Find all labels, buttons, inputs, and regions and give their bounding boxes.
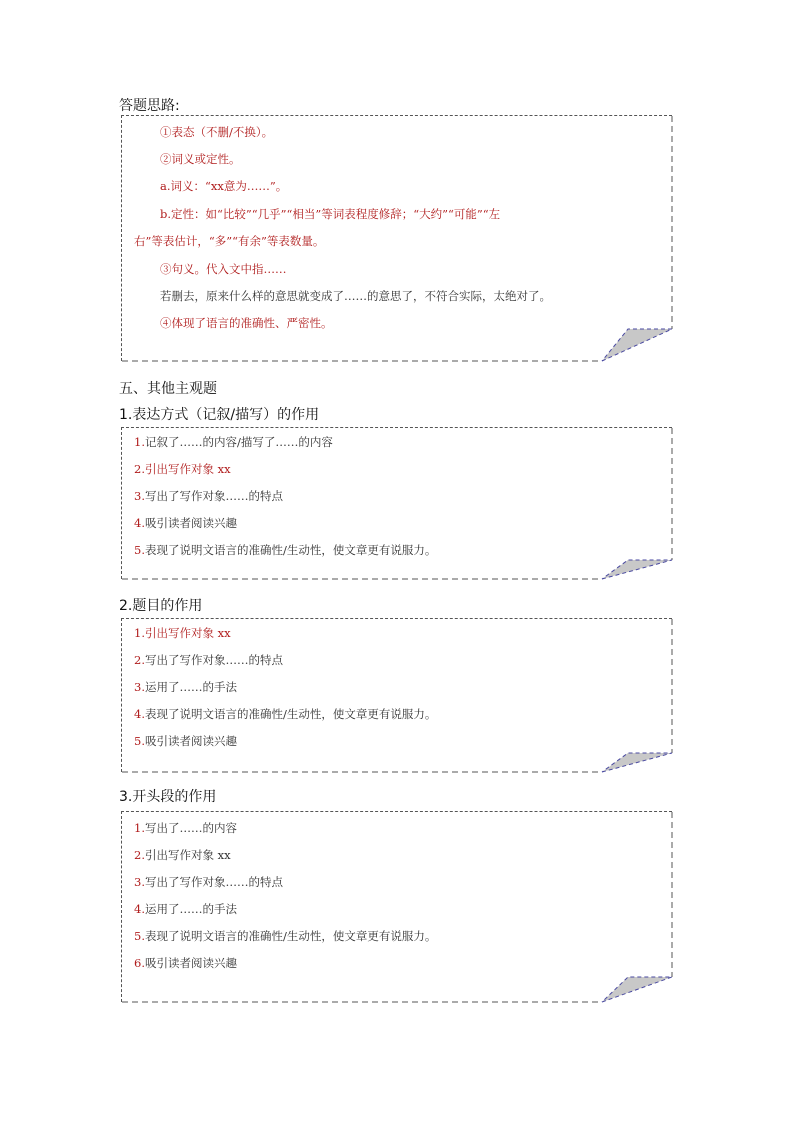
item-number: 5. bbox=[134, 543, 145, 557]
item-text: 吸引读者阅读兴趣 bbox=[144, 516, 237, 530]
thinking-line-3: a.词义：“xx意为……”。 bbox=[160, 179, 288, 193]
item-text: 记叙了……的内容/描写了……的内容 bbox=[144, 435, 333, 449]
item-text: 表现了说明文语言的准确性/生动性，使文章更有说服力。 bbox=[144, 707, 437, 721]
item-number: 5. bbox=[134, 734, 145, 748]
thinking-line-4: b.定性：如“比较”“几乎”“相当”等词表程度修辞；“大约”“可能”“左 bbox=[160, 207, 501, 221]
item-number: 1. bbox=[134, 821, 145, 835]
item-text: 运用了……的手法 bbox=[144, 680, 237, 694]
list-item bbox=[134, 434, 333, 450]
item-text: 写出了写作对象……的特点 bbox=[144, 653, 283, 667]
list-item bbox=[134, 461, 231, 477]
item-number: 1. bbox=[134, 435, 145, 449]
title-function-box bbox=[121, 618, 672, 772]
expression-mode-box bbox=[121, 427, 672, 579]
title-function-heading: 2.题目的作用 bbox=[119, 598, 203, 614]
item-number: 1. bbox=[134, 626, 145, 640]
item-number: 2. bbox=[134, 462, 145, 476]
list-item bbox=[134, 625, 231, 641]
item-text: 吸引读者阅读兴趣 bbox=[144, 956, 237, 970]
answer-thinking-box bbox=[121, 115, 672, 361]
folded-corner bbox=[122, 619, 674, 774]
thinking-line-5: 右”等表估计，“多”“有余”等表数量。 bbox=[134, 234, 325, 248]
item-text: 运用了……的手法 bbox=[144, 902, 237, 916]
thinking-line-8: ④体现了语言的准确性、严密性。 bbox=[160, 316, 333, 330]
other-subjective-heading: 五、其他主观题 bbox=[119, 381, 217, 397]
item-number: 4. bbox=[134, 516, 145, 530]
item-number: 5. bbox=[134, 929, 145, 943]
item-number: 3. bbox=[134, 875, 145, 889]
list-item bbox=[134, 874, 283, 890]
answer-thinking-heading: 答题思路: bbox=[119, 98, 180, 114]
list-item bbox=[134, 820, 237, 836]
list-item bbox=[134, 706, 436, 722]
item-text: 引出写作对象 xx bbox=[144, 848, 231, 862]
list-item bbox=[134, 515, 237, 531]
expression-mode-heading: 1.表达方式（记叙/描写）的作用 bbox=[119, 407, 320, 423]
list-item bbox=[134, 542, 436, 558]
list-item bbox=[134, 955, 237, 971]
thinking-line-1: ①表态（不删/不换）。 bbox=[160, 125, 274, 139]
list-item bbox=[134, 488, 283, 504]
item-number: 6. bbox=[134, 956, 145, 970]
item-number: 4. bbox=[134, 707, 145, 721]
item-text: 表现了说明文语言的准确性/生动性，使文章更有说服力。 bbox=[144, 543, 437, 557]
opening-function-box bbox=[121, 811, 672, 1002]
item-number: 2. bbox=[134, 848, 145, 862]
folded-corner bbox=[122, 428, 674, 581]
thinking-line-6: ③句义。代入文中指…… bbox=[160, 262, 287, 276]
list-item bbox=[134, 847, 231, 863]
item-text: 表现了说明文语言的准确性/生动性，使文章更有说服力。 bbox=[144, 929, 437, 943]
item-text: 写出了写作对象……的特点 bbox=[144, 489, 283, 503]
list-item bbox=[134, 901, 237, 917]
item-number: 4. bbox=[134, 902, 145, 916]
item-number: 3. bbox=[134, 489, 145, 503]
thinking-line-7: 若删去，原来什么样的意思就变成了……的意思了，不符合实际，太绝对了。 bbox=[160, 289, 551, 303]
list-item bbox=[134, 679, 237, 695]
list-item bbox=[134, 928, 436, 944]
item-text: 写出了……的内容 bbox=[144, 821, 237, 835]
list-item bbox=[134, 652, 283, 668]
item-text: 引出写作对象 xx bbox=[144, 462, 231, 476]
item-number: 2. bbox=[134, 653, 145, 667]
opening-function-heading: 3.开头段的作用 bbox=[119, 789, 217, 805]
item-text: 引出写作对象 xx bbox=[144, 626, 231, 640]
item-text: 吸引读者阅读兴趣 bbox=[144, 734, 237, 748]
list-item bbox=[134, 733, 237, 749]
thinking-line-2: ②词义或定性。 bbox=[160, 152, 241, 166]
item-text: 写出了写作对象……的特点 bbox=[144, 875, 283, 889]
item-number: 3. bbox=[134, 680, 145, 694]
